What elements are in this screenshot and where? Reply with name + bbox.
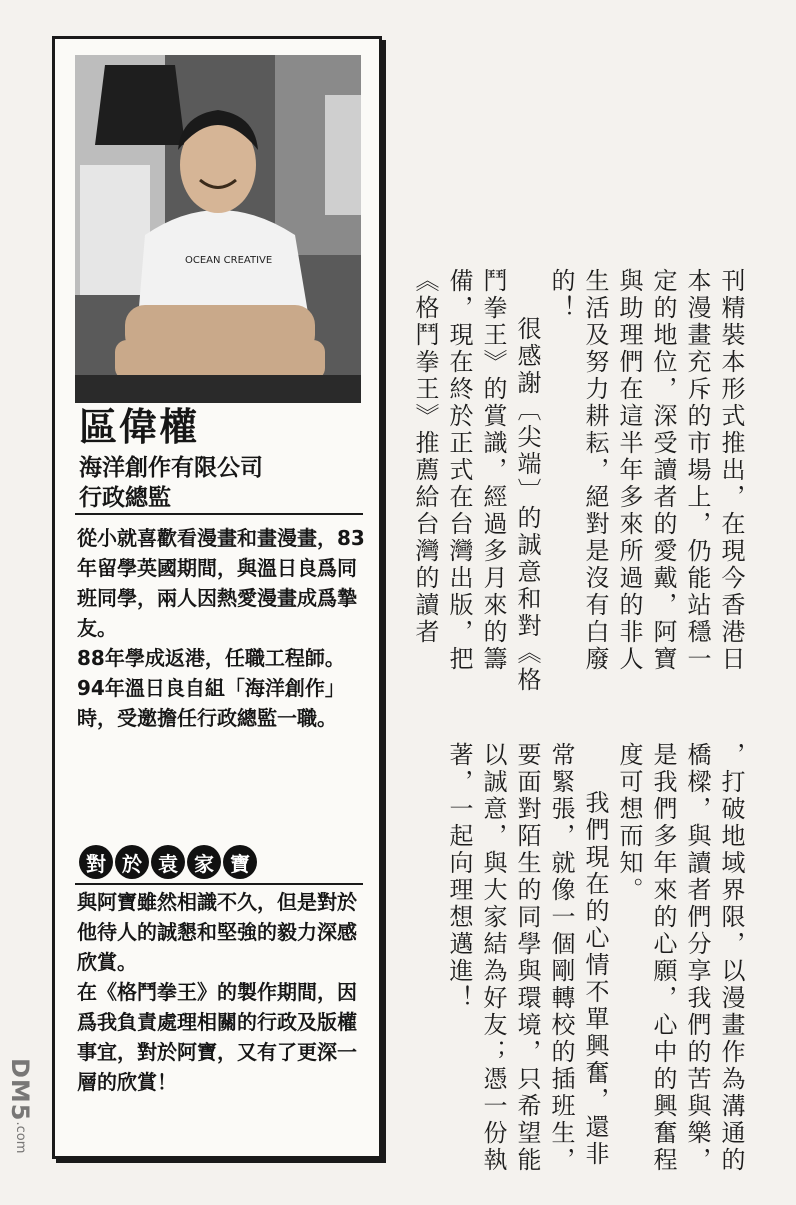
comment-heading [79, 845, 257, 881]
profile-photo [75, 55, 361, 403]
watermark-site: .com [13, 1121, 28, 1154]
heading-char: 家 [187, 845, 221, 879]
shirt-print-text: OCEAN CREATIVE [185, 255, 273, 266]
article-paragraph: 很感謝〔尖端〕的誠意和對《格鬥拳王》的賞識，經過多月來的籌備，現在終於正式在台灣出版，把《格鬥拳王》推薦給台灣的讀者 [411, 268, 541, 694]
article-paragraph: ，打破地域界限，以漫畫作為溝通的橋樑，與讀者們分享我們的苦與樂，是我們多年來的心願，心中的興奮程度可想而知。 [615, 742, 745, 1174]
heading-char: 對 [79, 845, 113, 879]
bio-paragraph: 88年學成返港，任職工程師。 [77, 646, 345, 670]
profile-box [52, 36, 382, 1159]
comment-text [77, 887, 373, 1097]
article-block-upper [408, 268, 748, 698]
company-name: 海洋創作有限公司 [79, 455, 263, 481]
article-paragraph: 我們現在的心情不單興奮，還非常緊張，就像一個剛轉校的插班生，要面對陌生的同學與環境，只希望能以誠意，與大家結為好友；憑一份執著，一起向理想邁進！ [445, 742, 609, 1174]
article-block-lower [442, 742, 748, 1182]
divider-bottom [75, 883, 363, 885]
comment-paragraph: 在《格鬥拳王》的製作期間，因爲我負責處理相關的行政及版權事宜，對於阿寶，又有了更深一層的欣賞！ [77, 980, 357, 1094]
person-title [79, 453, 263, 513]
heading-char: 袁 [151, 845, 185, 879]
divider-top [75, 513, 363, 515]
watermark-brand: DM5 [6, 1058, 34, 1122]
bio-text [77, 523, 373, 733]
site-watermark [4, 1058, 34, 1198]
bio-paragraph: 從小就喜歡看漫畫和畫漫畫，83年留學英國期間，與溫日良爲同班同學，兩人因熱愛漫畫成爲摯友。 [77, 526, 365, 640]
heading-char: 寶 [223, 845, 257, 879]
heading-char: 於 [115, 845, 149, 879]
person-name: 區偉權 [79, 405, 200, 449]
position-title: 行政總監 [79, 485, 171, 511]
comment-paragraph: 與阿寶雖然相識不久，但是對於他待人的誠懇和堅強的毅力深感欣賞。 [77, 890, 357, 974]
article-paragraph: 刊精裝本形式推出，在現今香港日本漫畫充斥的市場上，仍能站穩一定的地位，深受讀者的愛戴，阿寶與助理們在這半年多來所過的非人生活及努力耕耘，絕對是沒有白廢的！ [547, 268, 745, 673]
bio-paragraph: 94年溫日良自組「海洋創作」時，受邀擔任行政總監一職。 [77, 676, 345, 730]
